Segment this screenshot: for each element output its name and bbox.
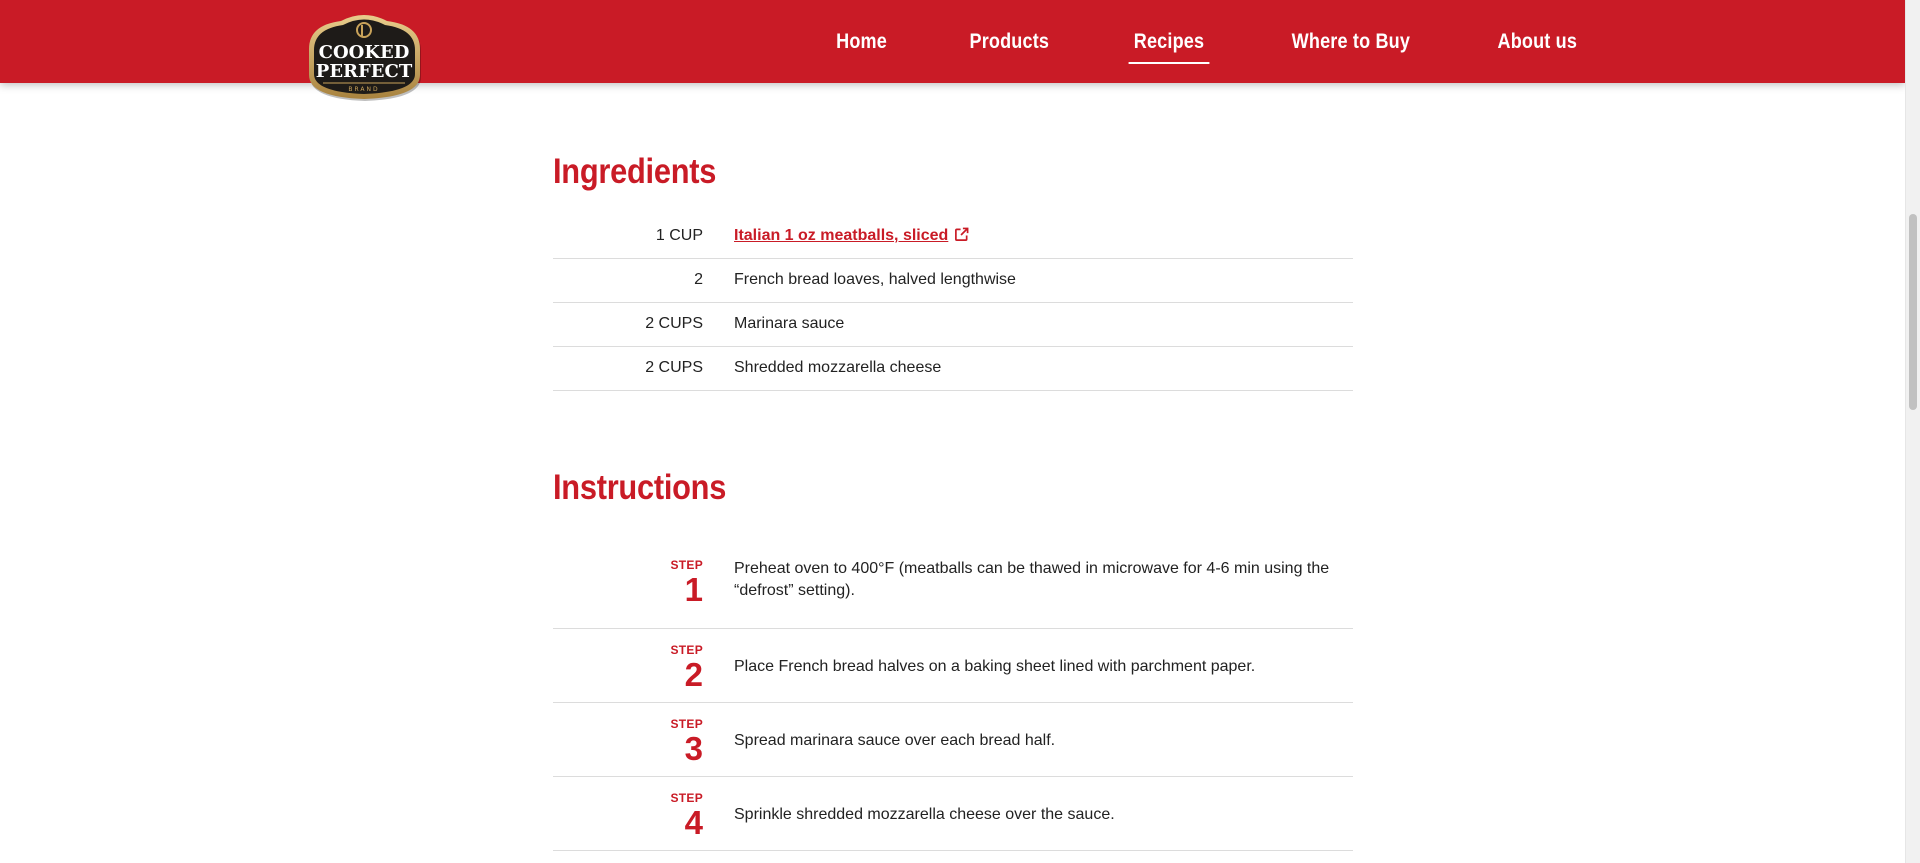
ingredient-row (553, 303, 1353, 347)
cooked-perfect-logo-icon (301, 11, 428, 101)
ingredient-quantity: 2 (694, 271, 703, 288)
page-scrollbar[interactable] (1905, 0, 1920, 863)
ingredient-quantity: 1 CUP (655, 227, 703, 244)
nav-about-us[interactable]: About us (1497, 30, 1578, 53)
step-word: STEP (670, 791, 703, 805)
step-row (553, 545, 1353, 629)
scrollbar-thumb[interactable] (1909, 214, 1917, 410)
step-row (553, 703, 1353, 777)
ingredients-list (553, 215, 1353, 391)
step-label (670, 791, 703, 839)
instructions-list (553, 545, 1353, 851)
step-number: 1 (684, 571, 703, 608)
ingredient-product-link[interactable]: Italian 1 oz meatballs, sliced (734, 227, 949, 244)
ingredient-name (734, 227, 969, 247)
ingredient-row (553, 347, 1353, 391)
step-word: STEP (670, 717, 703, 731)
step-row (553, 629, 1353, 703)
external-link-icon[interactable] (954, 227, 969, 247)
ingredient-row (553, 215, 1353, 259)
step-text: Sprinkle shredded mozzarella cheese over the sauce. (734, 806, 1115, 823)
step-number: 4 (684, 804, 703, 841)
nav-where-to-buy[interactable]: Where to Buy (1291, 30, 1410, 53)
ingredient-quantity: 2 CUPS (645, 315, 703, 332)
step-label (670, 558, 703, 606)
ingredient-name: Marinara sauce (734, 315, 845, 332)
nav-products[interactable]: Products (969, 30, 1050, 53)
ingredients-title: Ingredients (553, 152, 717, 191)
step-text: Preheat oven to 400°F (meatballs can be thawed in microwave for 4-6 min using the “defrost” setting). (734, 560, 1330, 599)
svg-text:BRAND: BRAND (348, 86, 380, 93)
step-text: Spread marinara sauce over each bread half. (734, 732, 1056, 749)
svg-text:PERFECT: PERFECT (315, 61, 413, 82)
ingredient-row (553, 259, 1353, 303)
step-label (670, 643, 703, 691)
brand-logo[interactable] (301, 11, 428, 101)
step-text: Place French bread halves on a baking sheet lined with parchment paper. (734, 658, 1256, 675)
instructions-title: Instructions (553, 468, 727, 507)
ingredient-name: French bread loaves, halved lengthwise (734, 271, 1016, 288)
ingredient-quantity: 2 CUPS (645, 359, 703, 376)
step-number: 2 (684, 656, 703, 693)
step-word: STEP (670, 558, 703, 572)
ingredient-name: Shredded mozzarella cheese (734, 359, 942, 376)
step-word: STEP (670, 643, 703, 657)
main-nav (766, 0, 1590, 83)
nav-home[interactable]: Home (836, 30, 887, 53)
site-header (0, 0, 1905, 83)
nav-recipes[interactable]: Recipes (1128, 0, 1209, 83)
step-label (670, 717, 703, 765)
step-row (553, 777, 1353, 851)
svg-text:COOKED: COOKED (318, 42, 410, 63)
step-number: 3 (684, 730, 703, 767)
